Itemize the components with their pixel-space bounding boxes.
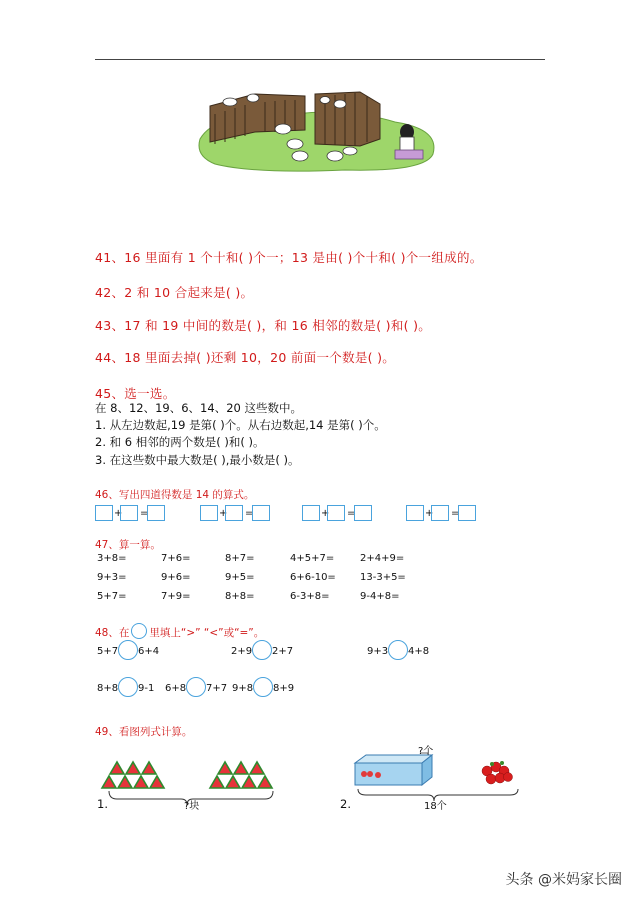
watermelon-slice — [150, 776, 164, 788]
answer-box[interactable] — [302, 505, 320, 521]
equals-sign: = — [140, 508, 149, 519]
question-41: 41、16 里面有 1 个十和( )个一；13 是由( )个十和( )个一组成的。 — [95, 250, 483, 265]
calc-problem: 8+8= — [225, 591, 255, 602]
calc-problem: 9-4+8= — [360, 591, 400, 602]
top-rule — [95, 59, 545, 60]
watermark: 头条 @米妈家长圈 — [505, 872, 622, 888]
watermelon-slice — [234, 762, 248, 774]
calc-problem: 4+5+7= — [290, 553, 335, 564]
compare-circle[interactable] — [253, 677, 273, 697]
compare-right: 9-1 — [138, 683, 155, 694]
answer-box[interactable] — [147, 505, 165, 521]
compare-circle[interactable] — [186, 677, 206, 697]
picture-1-number: 1. — [97, 797, 108, 811]
watermelon-slice — [226, 776, 240, 788]
watermelon-slice — [142, 762, 156, 774]
picture-1-label: ?块 — [184, 801, 200, 812]
compare-circle[interactable] — [118, 640, 138, 660]
watermelon-slice — [126, 762, 140, 774]
watermelon-slice — [250, 762, 264, 774]
compare-right: 7+7 — [206, 683, 228, 694]
calc-problem: 9+6= — [161, 572, 191, 583]
watermelon-slice — [258, 776, 272, 788]
picture-2-label: 18个 — [424, 801, 447, 812]
question-46-title: 46、写出四道得数是 14 的算式。 — [95, 489, 255, 501]
compare-circle[interactable] — [388, 640, 408, 660]
answer-box-row — [95, 505, 495, 525]
compare-circle-icon — [131, 623, 147, 639]
question-49-title: 49、看图列式计算。 — [95, 726, 193, 738]
equals-sign: = — [347, 508, 356, 519]
compare-left: 5+7 — [97, 646, 119, 657]
compare-right: 6+4 — [138, 646, 160, 657]
watermelon-slice — [210, 776, 224, 788]
compare-right: 8+9 — [273, 683, 295, 694]
compare-left: 2+9 — [231, 646, 253, 657]
question-48-title-a: 48、在 — [95, 627, 130, 639]
calc-grid — [97, 553, 457, 609]
watermelon-slice — [110, 762, 124, 774]
equals-sign: = — [245, 508, 254, 519]
answer-box[interactable] — [458, 505, 476, 521]
compare-circle[interactable] — [252, 640, 272, 660]
compare-left: 8+8 — [97, 683, 119, 694]
answer-box[interactable] — [225, 505, 243, 521]
question-45-line: 2. 和 6 相邻的两个数是( )和( )。 — [95, 435, 265, 449]
watermelon-slice — [242, 776, 256, 788]
compare-right: 4+8 — [408, 646, 430, 657]
calc-problem: 6-3+8= — [290, 591, 330, 602]
calc-problem: 2+4+9= — [360, 553, 405, 564]
question-45-title: 45、选一选。 — [95, 386, 176, 401]
answer-box[interactable] — [252, 505, 270, 521]
plus-sign: + — [219, 508, 228, 519]
question-42: 42、2 和 10 合起来是( )。 — [95, 285, 254, 300]
calc-problem: 7+9= — [161, 591, 191, 602]
calc-problem: 9+5= — [225, 572, 255, 583]
calc-problem: 3+8= — [97, 553, 127, 564]
question-48-title-b: 里填上“>” “<”或“=”。 — [149, 627, 265, 639]
compare-left: 6+8 — [165, 683, 187, 694]
answer-box[interactable] — [95, 505, 113, 521]
compare-left: 9+3 — [367, 646, 389, 657]
calc-problem: 6+6-10= — [290, 572, 336, 583]
question-45-line: 在 8、12、19、6、14、20 这些数中。 — [95, 401, 302, 415]
answer-box[interactable] — [120, 505, 138, 521]
picture-2-top-label: ?个 — [418, 746, 434, 757]
watermelon-slice — [118, 776, 132, 788]
compare-circle[interactable] — [118, 677, 138, 697]
equals-sign: = — [451, 508, 460, 519]
question-47-title: 47、算一算。 — [95, 539, 161, 551]
question-45-line: 3. 在这些数中最大数是( ),最小数是( )。 — [95, 453, 300, 467]
answer-box[interactable] — [200, 505, 218, 521]
question-44: 44、18 里面去掉( )还剩 10，20 前面一个数是( )。 — [95, 350, 396, 365]
calc-problem: 9+3= — [97, 572, 127, 583]
question-48-title — [95, 623, 264, 640]
calc-problem: 8+7= — [225, 553, 255, 564]
plus-sign: + — [321, 508, 330, 519]
answer-box[interactable] — [327, 505, 345, 521]
plus-sign: + — [425, 508, 434, 519]
question-45-line: 1. 从左边数起,19 是第( )个。从右边数起,14 是第( )个。 — [95, 418, 386, 432]
strawberry-box-picture — [350, 745, 525, 805]
plus-sign: + — [114, 508, 123, 519]
watermelon-slice — [134, 776, 148, 788]
calc-problem: 13-3+5= — [360, 572, 406, 583]
answer-box[interactable] — [431, 505, 449, 521]
picture-2-number: 2. — [340, 797, 351, 811]
question-43: 43、17 和 19 中间的数是( )，和 16 相邻的数是( )和( )。 — [95, 318, 432, 333]
compare-grid — [97, 640, 457, 710]
answer-box[interactable] — [406, 505, 424, 521]
calc-problem: 5+7= — [97, 591, 127, 602]
watermelon-slice — [102, 776, 116, 788]
watermelon-slice — [218, 762, 232, 774]
answer-box[interactable] — [354, 505, 372, 521]
sheep-pen-illustration — [195, 84, 440, 174]
calc-problem: 7+6= — [161, 553, 191, 564]
compare-right: 2+7 — [272, 646, 294, 657]
compare-left: 9+8 — [232, 683, 254, 694]
